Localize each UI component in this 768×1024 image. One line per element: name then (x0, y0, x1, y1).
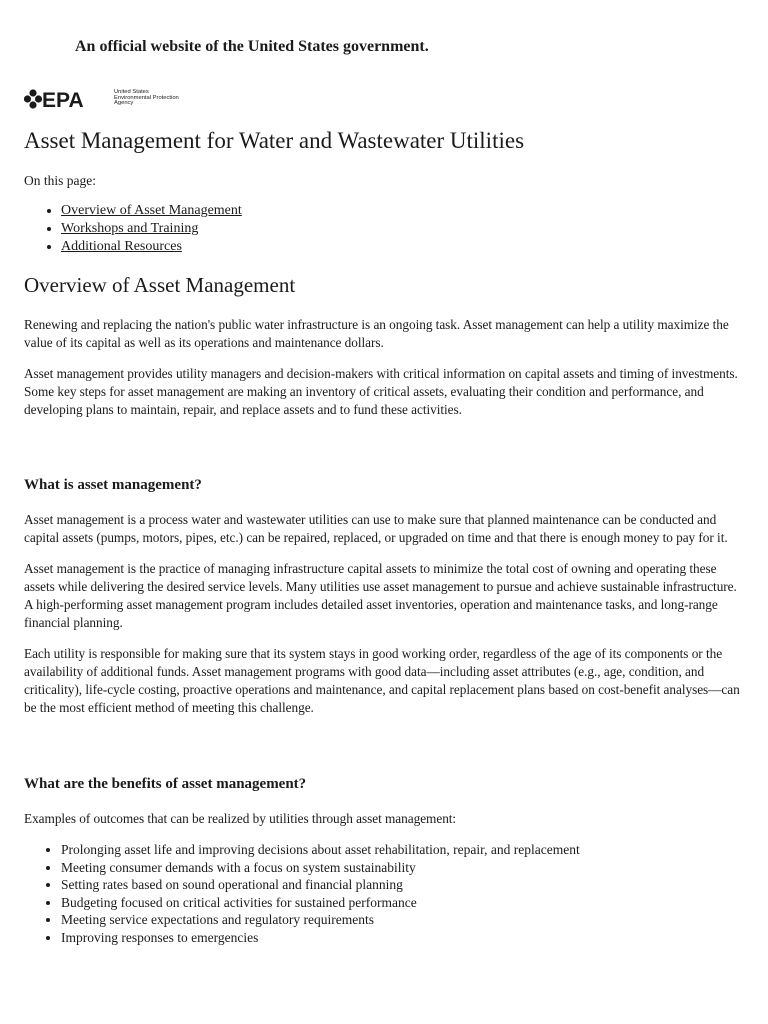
section-spacer (24, 730, 740, 776)
toc-item (61, 238, 740, 256)
on-this-page-label: On this page: (24, 173, 96, 188)
toc-link-workshops[interactable]: Workshops and Training (61, 221, 199, 236)
epa-logo[interactable] (24, 88, 179, 110)
main-content (24, 126, 740, 947)
benefits-heading: What are the benefits of asset management? (24, 776, 307, 792)
epa-flower-icon (24, 88, 112, 110)
benefits-intro: Examples of outcomes that can be realized by utilities through asset management: (24, 811, 457, 826)
benefits-list (24, 841, 740, 947)
logo-agency-name (114, 90, 179, 107)
list-item: • Improving responses to emergencies (61, 929, 740, 947)
toc-item (61, 220, 740, 238)
gov-banner: An official website of the United States government. (75, 38, 429, 55)
toc-link-overview[interactable]: Overview of Asset Management (61, 203, 242, 218)
list-item: • Prolonging asset life and improving decisions about asset rehabilitation, repair, and replacement (61, 841, 740, 859)
list-item: • Meeting service expectations and regulatory requirements (61, 911, 740, 929)
logo-line-2: Environmental Protection (114, 94, 179, 101)
list-item: • Budgeting focused on critical activities for sustained performance (61, 894, 740, 912)
toc-link-resources[interactable]: Additional Resources (61, 239, 182, 254)
what-is-paragraph-2: Asset management is the practice of managing infrastructure capital assets to minimize the total cost of owning and operating these assets while delivering the desired service levels. Many utilities use asset management to pursue and achieve sustainable infrastructure. A high-performing asset management program includes detailed asset inventories, operation and maintenance tasks, and long-range financial planning. (24, 561, 737, 630)
what-is-heading: What is asset management? (24, 477, 202, 493)
what-is-paragraph-1: Asset management is a process water and wastewater utilities can use to make sure that planned maintenance can be conducted and capital assets (pumps, motors, pipes, etc.) can be repaired, replaced, or upgraded on time and that there is enough money to pay for it. (24, 512, 728, 545)
logo-line-1: United States (114, 89, 149, 96)
overview-paragraph-2: Asset management provides utility managers and decision-makers with critical information on capital assets and timing of investments. Some key steps for asset management are making an inventory of critical assets, evaluating their condition and performance, and developing plans to maintain, repair, and replace assets and to fund these activities. (24, 366, 738, 417)
toc-item (61, 202, 740, 220)
overview-heading: Overview of Asset Management (24, 273, 296, 297)
logo-line-3: Agency (114, 100, 134, 107)
what-is-paragraph-3: Each utility is responsible for making sure that its system stays in good working order, regardless of the age of its components or the availability of additional funds. Asset management programs with good data—including asset attributes (e.g., age, condition, and criticality), life-cycle costing, proactive operations and maintenance, and capital replacement plans based on cost-benefit analyses—can be the most efficient method of meeting this challenge. (24, 646, 740, 715)
toc-list (24, 202, 740, 256)
page-title: Asset Management for Water and Wastewater Utilities (24, 128, 525, 153)
overview-paragraph-1: Renewing and replacing the nation's public water infrastructure is an ongoing task. Asset management can help a utility maximize the value of its capital as well as its operations and maintenance dollars. (24, 317, 729, 350)
logo-mark-text: EPA (42, 89, 84, 110)
list-item: • Setting rates based on sound operational and financial planning (61, 876, 740, 894)
list-item: • Meeting consumer demands with a focus on system sustainability (61, 859, 740, 877)
section-spacer (24, 432, 740, 477)
